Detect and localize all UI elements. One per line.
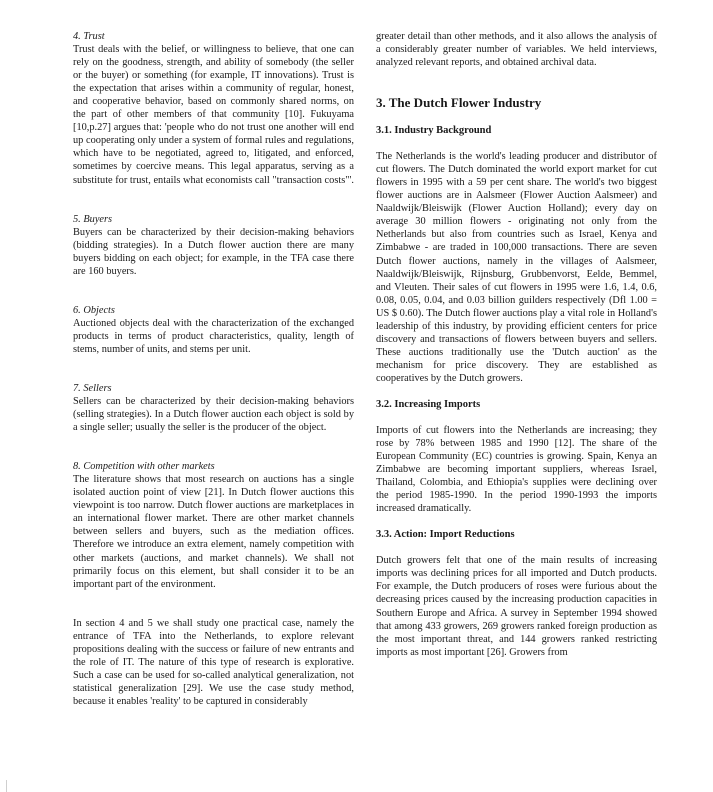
buyers-heading: 5. Buyers: [73, 213, 113, 225]
trust-paragraph: Trust deals with the belief, or willingness to believe, that one can rely on the goodness, strength, and ability of somebody (the seller or the buyer) or something (for example, IT innovations). Trust is the expectation that arises within a community of regular, honest, and cooperative behavior, based on commonly shared norms, on the part of other members of that community [10]. Fukuyama [10,p.27] argues that: 'people who do not trust one another will end up cooperating only under a system of formal rules and regulations, which have to be negotiated, agreed to, litigated, and enforced, sometimes by coercive means. This legal apparatus, serving as a substitute for trust, entails what economists call "transaction costs"'.: [73, 44, 354, 186]
sellers-heading: 7. Sellers: [73, 382, 112, 394]
increasing-imports-paragraph: Imports of cut flowers into the Netherlands are increasing; they rose by 78% between 1985 and 1990 [12]. The share of the European Community (EC) countries is growing. Spain, Kenya an Zimbabwe are becoming important suppliers, whereas Israel, Thailand, Colombia, and Ethiopia's supplies were declining over the period 1985-1990. In the period 1990-1993 the imports increased dramatically.: [376, 424, 657, 515]
case-study-paragraph: In section 4 and 5 we shall study one practical case, namely the entrance of TFA into the Netherlands, to explore relevant propositions dealing with the success or failure of new entrants and the role of IT. The nature of this type of research is explorative. Such a case can be used for so-called analytical generalization, not statistical generalization [29]. We use the case study method, because it enables 'reality' to be captured in considerably: [73, 617, 354, 707]
increasing-imports-heading: 3.2. Increasing Imports: [376, 398, 481, 410]
industry-background-heading: 3.1. Industry Background: [376, 125, 492, 137]
right-column: [376, 30, 657, 659]
import-reductions-heading: 3.3. Action: Import Reductions: [376, 529, 515, 541]
competition-paragraph: The literature shows that most research on auctions has a single isolated auction point of view [21]. In Dutch flower auctions this viewpoint is too narrow. Dutch flower auctions are marketplaces in an international flower market. There are other market channels between sellers and buyers, such as the mediation offices. Therefore we introduce an extra element, namely competition with other markets (auctions, and market channels). We shall not primarily focus on this element, but shall consider it to be an important part of the environment.: [73, 474, 354, 590]
import-reductions-paragraph: Dutch growers felt that one of the main results of increasing imports was declining prices for all imported and Dutch products. For example, the Dutch producers of roses were furious about the decreasing prices caused by the increasing production capacities in Southern Europe and Africa. A survey in September 1994 showed that among 433 growers, 269 growers ranked foreign production as the most important threat, and 144 growers ranked restricting imports as most important [26]. Growers from: [376, 555, 657, 658]
competition-heading: 8. Competition with other markets: [73, 461, 215, 473]
left-column: [73, 30, 354, 708]
sellers-paragraph: Sellers can be characterized by their decision-making behaviors (selling strategies). In a Dutch flower auction each object is sold by a single seller; usually the seller is the producer of the object.: [73, 396, 354, 434]
method-paragraph: greater detail than other methods, and it also allows the analysis of a considerably greater number of variables. We held interviews, analyzed relevant reports, and obtained archival data.: [376, 31, 657, 69]
trust-heading: 4. Trust: [73, 31, 105, 42]
page-edge-mark: [6, 780, 7, 792]
industry-background-paragraph: The Netherlands is the world's leading producer and distributor of cut flowers. The Dutch dominated the world export market for cut flowers in 1995 with a 59 per cent share. The world's two biggest flower auctions are in Aalsmeer (Flower Auction Aalsmeer) and Naaldwijk/Bleiswijk (Flower Auction Holland); every day on average 30 million flowers - originating not only from the Netherlands but also from countries such as Israel, Kenya and Zimbabwe - are traded in 100,000 transactions. There are seven Dutch flower auctions, namely in the villages of Aalsmeer, Naaldwijk/Bleiswijk, Rijnsburg, Grubbenvorst, Eelde, Bemmel, and Vleuten. Their sales of cut flowers in 1995 were 1.6, 1.4, 0.6, 0.08, 0.05, 0.04, and 0.03 billion guilders respectively (Dfl 1.00 = US $ 0.60). The Dutch flower auctions play a vital role in Holland's leadership of this industry, by providing efficient centers for price discovery and transactions of flowers between buyers and sellers. These auctions traditionally use the 'Dutch auction' as the mechanism for price discovery. They are established as cooperatives by the Dutch growers.: [376, 151, 657, 384]
buyers-paragraph: Buyers can be characterized by their decision-making behaviors (bidding strategies). In a Dutch flower auction there are many buyers bidding on each object; for example, in the TFA case there are 160 buyers.: [73, 226, 354, 277]
objects-heading: 6. Objects: [73, 304, 115, 316]
section-title: 3. The Dutch Flower Industry: [376, 95, 542, 111]
objects-paragraph: Auctioned objects deal with the characterization of the exchanged products in terms of product characteristics, quality, length of stems, number of units, and stems per unit.: [73, 317, 354, 355]
